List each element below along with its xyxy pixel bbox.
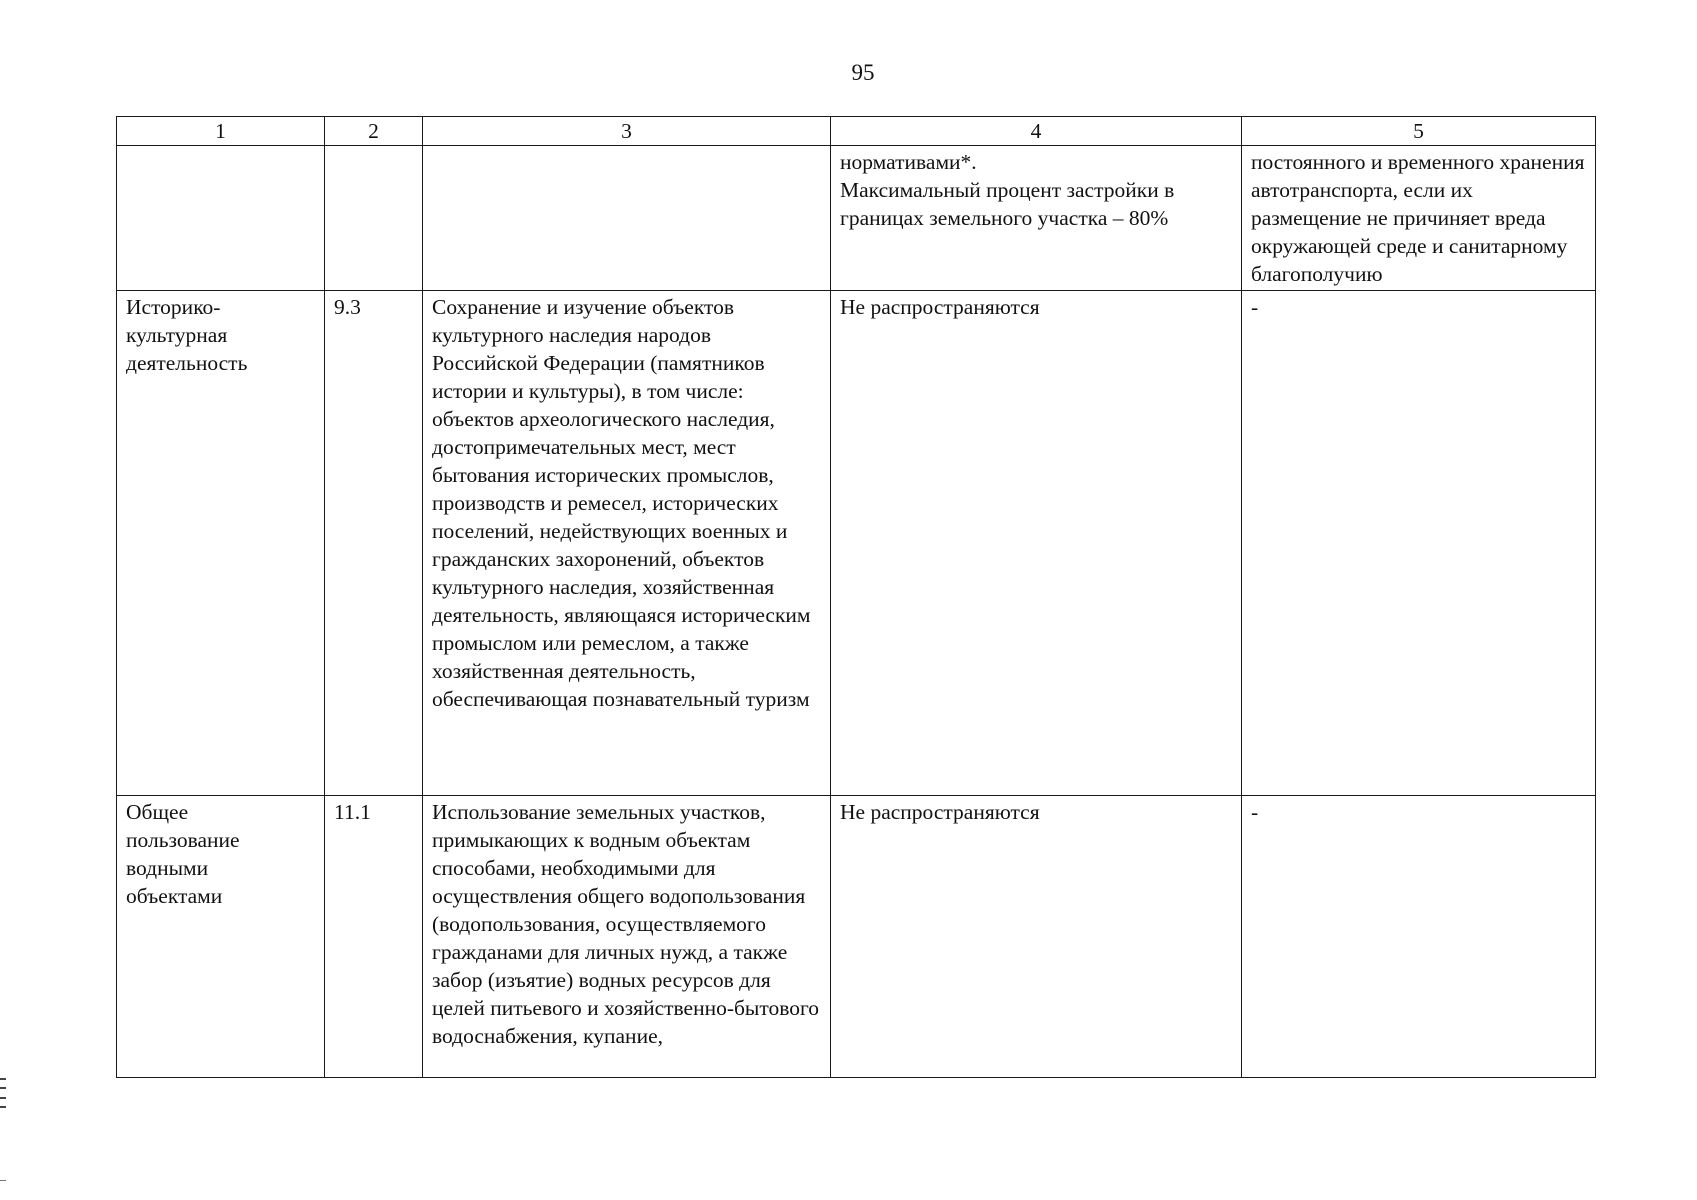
- cell-name: Общее пользование водными объектами: [117, 796, 325, 1078]
- cell-name: Историко- культурная деятельность: [117, 291, 325, 796]
- cell-name: [117, 146, 325, 291]
- cell-description: Использование земельных участков, примыкающих к водным объектам способами, необходимыми для осуществления общего водопользования (водопользования, осуществляемого гражданами для личных нужд, а также забор (изъятие) водных ресурсов для целей питьевого и хозяйственно-бытового водоснабжения, купание,: [423, 796, 831, 1078]
- cell-code: [325, 146, 423, 291]
- column-header-5: 5: [1242, 117, 1596, 146]
- cell-restrictions: постоянного и временного хранения автотранспорта, если их размещение не причиняет вреда окружающей среде и санитарному благополучию: [1242, 146, 1596, 291]
- cell-description: [423, 146, 831, 291]
- land-use-table: [116, 116, 1596, 1078]
- column-header-3: 3: [423, 117, 831, 146]
- cell-parameters: Не распространяются: [831, 291, 1242, 796]
- cell-parameters: Не распространяются: [831, 796, 1242, 1078]
- page-number: 95: [851, 60, 875, 85]
- cell-restrictions: -: [1242, 291, 1596, 796]
- cell-code: 9.3: [325, 291, 423, 796]
- column-header-2: 2: [325, 117, 423, 146]
- cell-restrictions: -: [1242, 796, 1596, 1078]
- column-header-4: 4: [831, 117, 1242, 146]
- edge-tick: [0, 1180, 6, 1181]
- table-row-continuation: [117, 146, 1596, 291]
- cell-code: 11.1: [325, 796, 423, 1078]
- table-row-water-use: [117, 796, 1596, 1078]
- binding-marks: [0, 1078, 6, 1108]
- table-row-historical-cultural: [117, 291, 1596, 796]
- header-row: [117, 117, 1596, 146]
- column-header-1: 1: [117, 117, 325, 146]
- cell-parameters: нормативами*. Максимальный процент застройки в границах земельного участка – 80%: [831, 146, 1242, 291]
- cell-description: Сохранение и изучение объектов культурного наследия народов Российской Федерации (памятников истории и культуры), в том числе: объектов археологического наследия, достопримечательных мест, мест бытования исторических промыслов, производств и ремесел, исторических поселений, недействующих военных и гражданских захоронений, объектов культурного наследия, хозяйственная деятельность, являющаяся историческим промыслом или ремеслом, а также хозяйственная деятельность, обеспечивающая познавательный туризм: [423, 291, 831, 796]
